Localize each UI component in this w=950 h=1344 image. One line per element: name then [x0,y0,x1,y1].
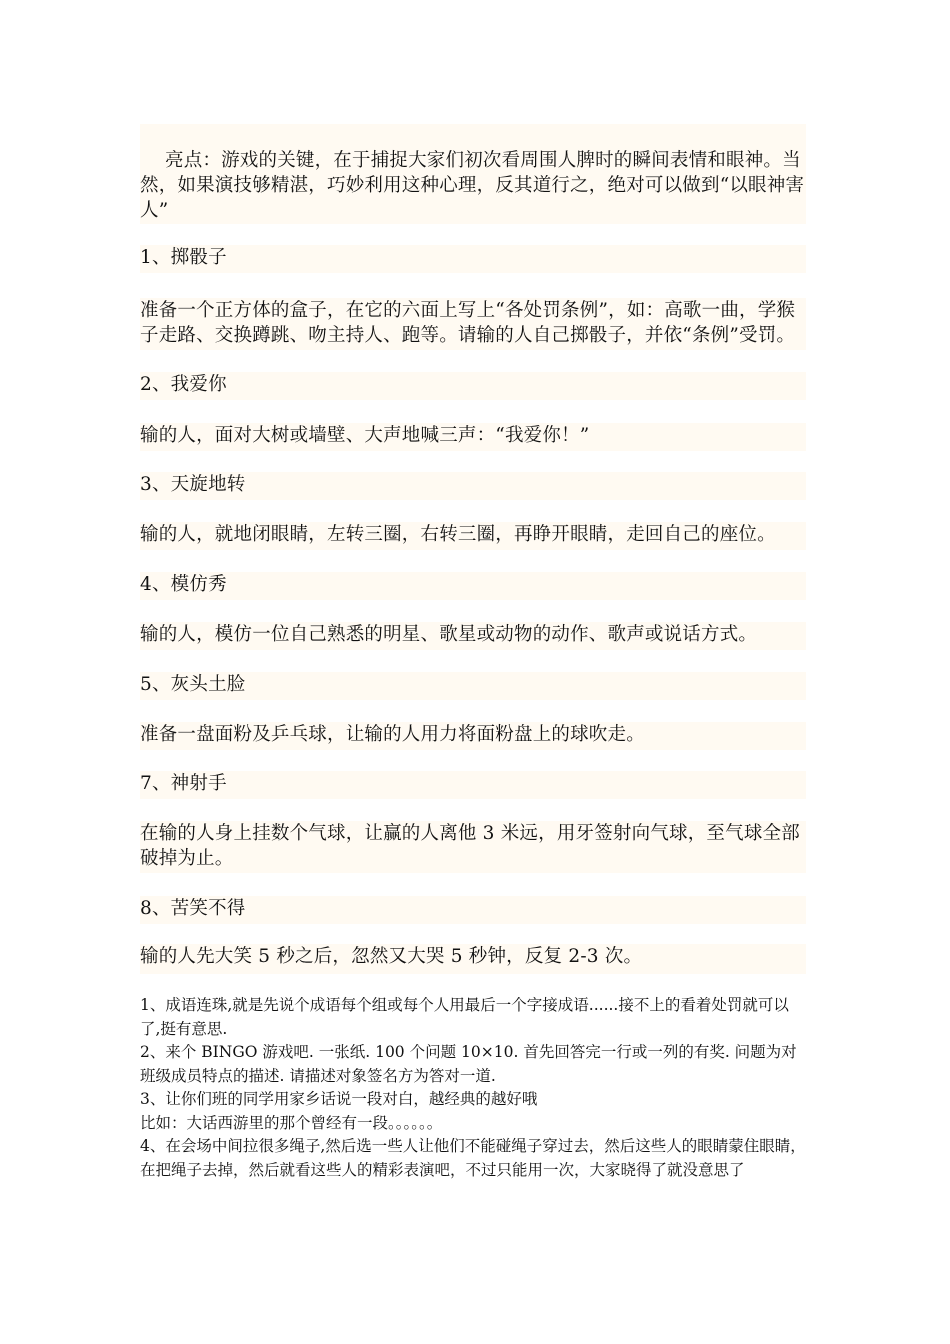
section-2-heading-block [140,372,806,400]
section-5-heading-block [140,672,806,700]
tip-item: 2、来个 BINGO 游戏吧. 一张纸. 100 个问题 10×10. 首先回答完一行或一列的有奖. 问题为对班级成员特点的描述. 请描述对象签名方为答对一道. [140,1043,797,1085]
section-8-body-block [140,944,806,974]
section-heading: 5、灰头土脸 [140,674,246,695]
tip-item: 3、让你们班的同学用家乡话说一段对白，越经典的越好哦 [140,1090,538,1108]
section-heading: 4、模仿秀 [140,574,227,595]
section-body: 输的人先大笑 5 秒之后，忽然又大哭 5 秒钟，反复 2-3 次。 [140,946,643,967]
section-heading: 2、我爱你 [140,374,227,395]
section-body: 在输的人身上挂数个气球，让赢的人离他 3 米远，用牙签射向气球，至气球全部破掉为止。 [140,823,800,869]
section-1-body-block [140,298,806,350]
section-4-body-block [140,622,806,650]
section-body: 准备一盘面粉及乒乓球，让输的人用力将面粉盘上的球吹走。 [140,724,645,745]
section-4-heading-block [140,572,806,600]
tip-item: 比如：大话西游里的那个曾经有一段。。。。。。 [140,1113,443,1132]
section-8-heading-block [140,896,806,924]
section-heading: 3、天旋地转 [140,474,246,495]
section-3-heading-block [140,472,806,500]
section-body: 输的人，面对大树或墙壁、大声地喊三声：“我爱你！” [140,425,590,446]
section-heading: 1、掷骰子 [140,247,227,268]
tip-item: 4、在会场中间拉很多绳子,然后选一些人让他们不能碰绳子穿过去，然后这些人的眼睛蒙住眼睛，在把绳子去掉，然后就看这些人的精彩表演吧，不过只能用一次，大家晓得了就没意思了 [140,1137,806,1179]
section-3-body-block [140,522,806,550]
section-7-body-block [140,821,806,873]
tips-list [140,994,806,1182]
section-body: 准备一个正方体的盒子，在它的六面上写上“各处罚条例”，如：高歌一曲，学猴子走路、交换蹲跳、吻主持人、跑等。请输的人自己掷骰子，并依“条例”受罚。 [140,300,796,346]
section-1-heading-block [140,245,806,273]
section-2-body-block [140,423,806,451]
section-5-body-block [140,722,806,750]
section-body: 输的人，就地闭眼睛，左转三圈，右转三圈，再睁开眼睛，走回自己的座位。 [140,524,776,545]
section-7-heading-block [140,771,806,799]
section-heading: 7、神射手 [140,773,227,794]
intro-block [140,124,806,224]
section-body: 输的人，模仿一位自己熟悉的明星、歌星或动物的动作、歌声或说话方式。 [140,624,758,645]
tip-item: 1、成语连珠,就是先说个成语每个组或每个人用最后一个字接成语......接不上的看着处罚就可以了,挺有意思. [140,996,789,1038]
intro-paragraph: 亮点：游戏的关键，在于捕捉大家们初次看周围人脾时的瞬间表情和眼神。当然，如果演技够精湛，巧妙利用这种心理，反其道行之，绝对可以做到“以眼神害人” [140,150,805,221]
section-heading: 8、苦笑不得 [140,898,246,919]
